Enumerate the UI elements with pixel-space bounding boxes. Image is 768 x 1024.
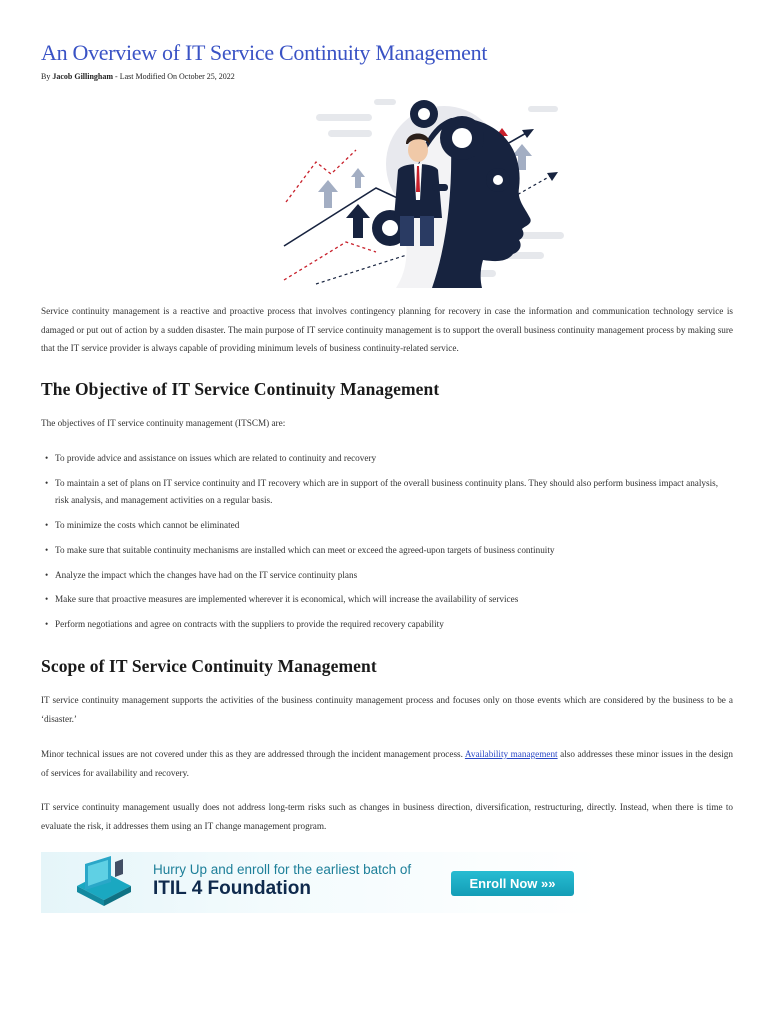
decor-pill <box>374 99 396 105</box>
list-item: • To provide advice and assistance on issues which are related to continuity and recovery <box>41 450 733 467</box>
itil-promo-banner[interactable] <box>41 852 600 913</box>
intro-paragraph: Service continuity management is a reactive and proactive process that involves contingency planning for recovery in case the information and communication technology service is damaged or put out of action by a sudden disaster. The main purpose of IT service continuity management is to support the overall business continuity management process by making sure that the IT service provider is always capable of providing minimum levels of business continuity-related service. <box>41 306 733 353</box>
decor-pill <box>316 114 372 121</box>
decor-pill <box>328 130 372 137</box>
list-item: • To maintain a set of plans on IT service continuity and IT recovery which are in support of the overall business continuity plans. They should also perform business impact analysis, risk analysis, and management activities on a regular basis. <box>41 475 733 509</box>
enroll-now-button[interactable]: Enroll Now »» <box>451 871 574 896</box>
scope-paragraph-2-text: Minor technical issues are not covered under this as they are addressed through the incident management process. <box>41 749 465 759</box>
author-name[interactable]: Jacob Gillingham <box>52 72 114 81</box>
scope-paragraph-2-text: also addresses these minor issues in the design of services for availability and recovery. <box>41 749 733 778</box>
decor-pill <box>528 106 558 112</box>
scope-paragraph-2 <box>41 745 733 782</box>
scope-paragraph-1: IT service continuity management supports the activities of the business continuity management process and focuses only on those events which are considered by the business to be a ‘disaster.’ <box>41 695 733 724</box>
byline <box>41 72 235 81</box>
section-heading-scope: Scope of IT Service Continuity Management <box>41 656 377 676</box>
list-item: • Make sure that proactive measures are implemented wherever it is economical, which will increase the availability of services <box>41 591 733 608</box>
page-title: An Overview of IT Service Continuity Management <box>41 40 488 65</box>
availability-management-link[interactable]: Availability management <box>464 749 558 759</box>
objective-lead: The objectives of IT service continuity management (ITSCM) are: <box>41 418 286 428</box>
banner-headline: Hurry Up and enroll for the earliest batch of <box>153 862 412 877</box>
scope-paragraph-3: IT service continuity management usually does not address long-term risks such as changes in business direction, diversification, restructuring, directly. Instead, when there is time to evaluate the risk, it addresses them using an IT change management program. <box>41 802 733 831</box>
section-heading-objective: The Objective of IT Service Continuity Management <box>41 379 440 399</box>
laptop-isometric-icon <box>71 856 137 912</box>
list-item: • To minimize the costs which cannot be eliminated <box>41 517 733 534</box>
list-item: • To make sure that suitable continuity mechanisms are installed which can meet or exceed the agreed-upon targets of business continuity <box>41 542 733 559</box>
byline-prefix: By <box>41 72 51 81</box>
hero-illustration <box>236 92 608 290</box>
trend-arrow-icon <box>284 242 376 280</box>
last-modified: - Last Modified On October 25, 2022 <box>113 72 235 81</box>
banner-course-name: ITIL 4 Foundation <box>153 878 311 899</box>
list-item: • Perform negotiations and agree on contracts with the suppliers to provide the required recovery capability <box>41 616 733 633</box>
list-item: • Analyze the impact which the changes have had on the IT service continuity plans <box>41 567 733 584</box>
trend-arrow-icon <box>286 150 356 202</box>
